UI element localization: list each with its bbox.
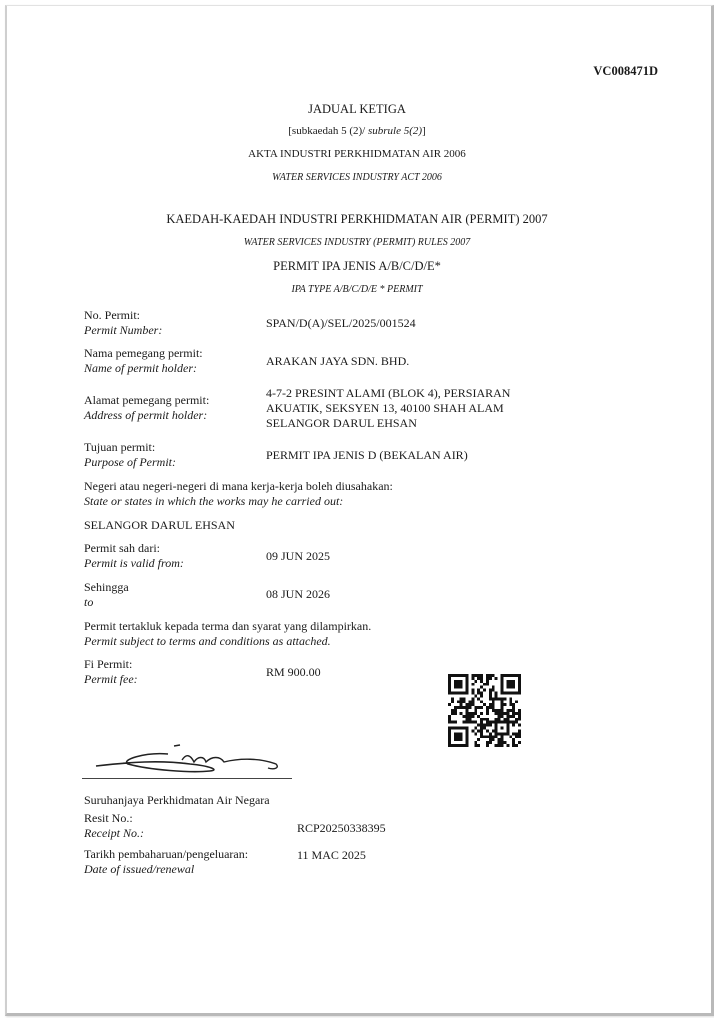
issuer-name: Suruhanjaya Perkhidmatan Air Negara (84, 793, 270, 807)
states-value: SELANGOR DARUL EHSAN (84, 518, 235, 532)
valid-to-label (84, 580, 129, 610)
terms-note (84, 619, 371, 649)
receipt-value: RCP20250338395 (297, 821, 386, 835)
subrule-reference (0, 125, 714, 137)
fee-label (84, 657, 138, 687)
permit-type-ms: PERMIT IPA JENIS A/B/C/D/E* (273, 259, 441, 273)
holder-address-label-ms: Alamat pemegang permit: (84, 393, 210, 407)
terms-en: Permit subject to terms and conditions as attached. (84, 634, 331, 648)
act-title-ms: AKTA INDUSTRI PERKHIDMATAN AIR 2006 (248, 148, 466, 160)
purpose-label (84, 440, 176, 470)
issue-date-label-ms: Tarikh pembaharuan/pengeluaran: (84, 847, 249, 861)
holder-name-label (84, 346, 203, 376)
valid-to-label-en: to (84, 595, 94, 609)
valid-from-value: 09 JUN 2025 (266, 549, 331, 563)
fee-label-ms: Fi Permit: (84, 657, 133, 671)
holder-address-label (84, 393, 209, 423)
rules-title-ms: KAEDAH-KAEDAH INDUSTRI PERKHIDMATAN AIR (PERMIT) 2007 (166, 212, 548, 226)
fee-value: RM 900.00 (266, 665, 321, 679)
receipt-label (84, 811, 144, 841)
terms-ms: Permit tertakluk kepada terma dan syarat yang dilampirkan. (84, 619, 372, 633)
purpose-label-ms: Tujuan permit: (84, 440, 156, 454)
permit-number-value: SPAN/D(A)/SEL/2025/001524 (266, 316, 416, 330)
signature-line (82, 778, 292, 779)
rules-title-en: WATER SERVICES INDUSTRY (PERMIT) RULES 2007 (243, 237, 471, 248)
qr-code-icon (448, 674, 521, 747)
document-id: VC008471D (593, 64, 658, 78)
address-line: 4-7-2 PRESINT ALAMI (BLOK 4), PERSIARAN (266, 386, 511, 400)
permit-number-label (84, 308, 162, 338)
permit-type-en: IPA TYPE A/B/C/D/E * PERMIT (291, 284, 423, 295)
address-line: AKUATIK, SEKSYEN 13, 40100 SHAH ALAM (266, 401, 504, 415)
address-line: SELANGOR DARUL EHSAN (266, 416, 417, 430)
valid-from-label (84, 541, 184, 571)
permit-number-label-ms: No. Permit: (84, 308, 140, 322)
holder-name-label-ms: Nama pemegang permit: (84, 346, 203, 360)
issue-date-value: 11 MAC 2025 (297, 848, 366, 862)
permit-number-label-en: Permit Number: (84, 323, 163, 337)
issue-date-label (84, 847, 248, 877)
receipt-label-ms: Resit No.: (84, 811, 133, 825)
valid-to-value: 08 JUN 2026 (266, 587, 331, 601)
valid-from-label-ms: Permit sah dari: (84, 541, 160, 555)
holder-name-label-en: Name of permit holder: (84, 361, 197, 375)
purpose-label-en: Purpose of Permit: (84, 455, 176, 469)
subrule-close: ] (422, 125, 426, 137)
signature-icon (90, 740, 290, 774)
holder-address-label-en: Address of permit holder: (84, 408, 208, 422)
holder-name-value: ARAKAN JAYA SDN. BHD. (266, 354, 410, 368)
states-label (84, 479, 393, 509)
receipt-label-en: Receipt No.: (84, 826, 144, 840)
subrule-ms: [subkaedah 5 (2)/ (288, 125, 368, 137)
issue-date-label-en: Date of issued/renewal (84, 862, 195, 876)
purpose-value: PERMIT IPA JENIS D (BEKALAN AIR) (266, 448, 468, 462)
schedule-title: JADUAL KETIGA (308, 102, 406, 116)
subrule-en: subrule 5(2) (367, 125, 423, 137)
states-label-en: State or states in which the works may he carried out: (84, 494, 344, 508)
valid-from-label-en: Permit is valid from: (84, 556, 184, 570)
act-title-en: WATER SERVICES INDUSTRY ACT 2006 (272, 172, 442, 183)
holder-address-value (266, 386, 510, 431)
fee-label-en: Permit fee: (84, 672, 138, 686)
valid-to-label-ms: Sehingga (84, 580, 129, 594)
states-label-ms: Negeri atau negeri-negeri di mana kerja-kerja boleh diusahakan: (84, 479, 393, 493)
